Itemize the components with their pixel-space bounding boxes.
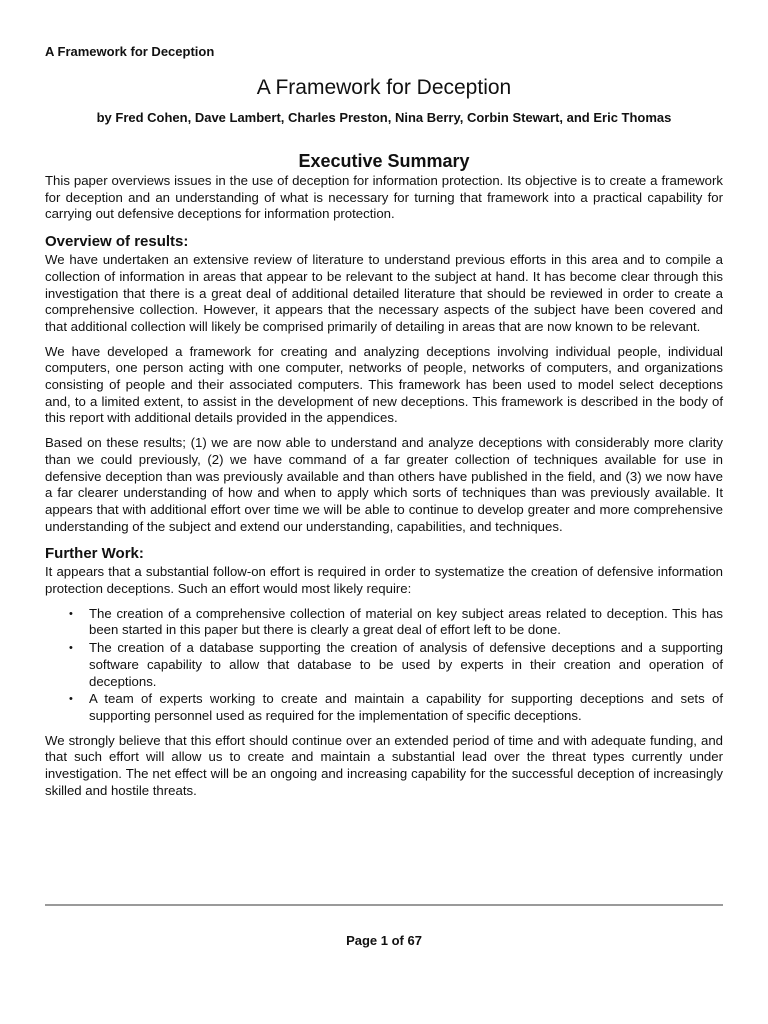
list-item [45,640,723,690]
page-number: Page 1 of 67 [346,933,422,948]
list-item-text: A team of experts working to create and maintain a capability for supporting deceptions and sets of supporting personnel used as required for the implementation of specific deceptions. [89,691,723,723]
footer-divider [45,904,723,906]
overview-paragraph: We have undertaken an extensive review of literature to understand previous efforts in this area and to compile a collection of information in areas that appear to be relevant to the subject at hand. It has become clear through this investigation that there is a great deal of additional detailed literature that should be reviewed in order to create a comprehensive collection. However, it appears that the necessary aspects of the subject have been covered and that additional collection will likely be comprised primarily of detailing in areas that are now known to be relevant. [45,252,723,334]
bullet-icon: • [69,693,73,706]
running-header: A Framework for Deception [45,44,215,59]
intro-paragraph: This paper overviews issues in the use of deception for information protection. Its objective is to create a framework for deception and an understanding of what is necessary for turning that framework into a practical capability for carrying out defensive deceptions for information protection. [45,173,723,222]
list-item-text: The creation of a comprehensive collection of material on key subject areas related to deception. This has been started in this paper but there is clearly a great deal of effort left to be done. [89,605,723,638]
closing-paragraph: We strongly believe that this effort should continue over an extended period of time and with adequate funding, and that such effort will allow us to create and maintain a substantial lead over the threat types currently under investigation. The net effect will be an ongoing and increasing capability for the successful deception of increasingly skilled and hostile threats. [45,732,723,798]
further-work-heading: Further Work: [45,545,144,563]
document-page [45,42,723,800]
further-work-intro: It appears that a substantial follow-on effort is required in order to systematize the creation of defensive information protection deceptions. Such an effort would most likely require: [45,564,723,597]
bullet-icon: • [69,607,73,620]
list-item [45,606,723,639]
author-line: by Fred Cohen, Dave Lambert, Charles Preston, Nina Berry, Corbin Stewart, and Eric Thomas [96,110,672,125]
bullet-icon: • [69,642,73,655]
list-item [45,691,723,724]
overview-heading: Overview of results: [45,233,189,251]
overview-paragraph: Based on these results; (1) we are now able to understand and analyze deceptions with considerably more clarity than we could previously, (2) we have command of a far greater collection of techniques available for use in defensive deception than was previously available and than others have published in the field, and (3) we now have a far clearer understanding of how and when to apply which sorts of techniques than was previously available. It appears that with additional effort over time we will be able to continue to develop greater and more comprehensive understanding of the subject and extend our understanding, capabilities, and techniques. [45,435,723,534]
section-title-executive-summary: Executive Summary [298,151,470,171]
list-item-text: The creation of a database supporting the creation of analysis of defensive deceptions and a supporting software capability to allow that database to be used by experts in their creation and operation of deceptions. [89,640,723,689]
document-title: A Framework for Deception [256,76,512,99]
overview-paragraph: We have developed a framework for creating and analyzing deceptions involving individual people, individual computers, one person acting with one computer, networks of people, networks of computers, and organizations consisting of people and their associated computers. This framework has been used to model select deceptions and, to a limited extent, to assist in the development of new deceptions. This framework is described in the body of this report with additional details provided in the appendices. [45,343,723,426]
further-work-list [45,606,723,725]
